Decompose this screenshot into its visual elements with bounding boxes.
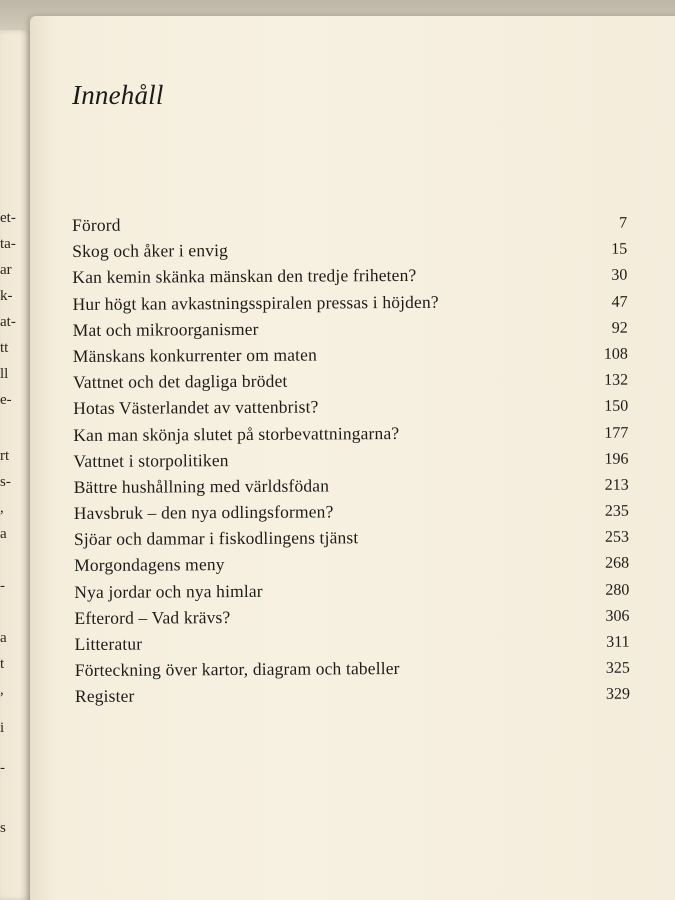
toc-entry-title: Morgondagens meny	[74, 554, 225, 576]
left-page-fragment: ll	[0, 366, 9, 382]
toc-entry	[73, 313, 628, 343]
book-page	[30, 16, 675, 900]
toc-entry-page: 325	[605, 659, 630, 677]
toc-entry-title: Vattnet och det dagliga brödet	[72, 370, 288, 393]
toc-entry-title: Nya jordar och nya himlar	[74, 580, 263, 602]
left-page-fragment: -	[0, 760, 5, 776]
left-page-fragment: i	[0, 720, 5, 736]
left-page-fragment: ,	[0, 682, 4, 698]
left-page-fragment: rt	[0, 448, 10, 464]
toc-entry-page: 280	[605, 581, 630, 599]
left-page-fragment: at-	[0, 314, 16, 330]
toc-entry-page: 253	[604, 528, 630, 547]
toc-entry-page: 92	[611, 319, 628, 337]
toc-entry-page: 15	[611, 240, 628, 258]
toc-entry	[73, 366, 628, 396]
left-page-fragment: t	[0, 656, 5, 672]
toc-entry-title: Mänskans konkurrenter om maten	[72, 344, 318, 366]
toc-entry-title: Bättre hushållning med världsfödan	[73, 475, 330, 497]
left-page-fragment: ar	[0, 262, 12, 278]
toc-entry	[74, 601, 629, 631]
toc-entry-page: 268	[605, 555, 630, 573]
toc-entry	[74, 549, 629, 579]
toc-entry	[72, 287, 627, 317]
left-page-fragment: tt	[0, 340, 9, 356]
toc-entry-title: Hur högt kan avkastningsspiralen pressas i höjden?	[72, 291, 439, 314]
toc-entry	[72, 235, 627, 265]
toc-entry	[72, 209, 627, 239]
left-page-fragment: k-	[0, 288, 13, 304]
toc-entry-page: 30	[611, 266, 628, 285]
toc-entry-title: Litteratur	[74, 633, 143, 654]
left-page-fragment: -	[0, 578, 5, 594]
toc-entry-page: 235	[604, 502, 629, 520]
left-page-fragment: ta-	[0, 236, 16, 252]
left-page-fragment: e-	[0, 392, 12, 408]
toc-entry-title: Kan man skönja slutet på storbevattningarna?	[73, 422, 400, 445]
toc-entry	[75, 680, 630, 710]
toc-entry-title: Hotas Västerlandet av vattenbrist?	[73, 396, 319, 419]
toc-entry	[74, 523, 629, 553]
toc-entry	[73, 392, 628, 422]
toc-entry-page: 150	[604, 397, 629, 416]
toc-entry-title: Skog och åker i envig	[72, 240, 229, 262]
page-title: Innehåll	[72, 80, 164, 110]
toc-entry	[74, 470, 629, 500]
toc-entry-title: Efterord – Vad krävs?	[74, 606, 231, 628]
toc-entry-title: Förord	[72, 214, 121, 235]
toc-entry-title: Sjöar och dammar i fiskodlingens tjänst	[73, 527, 359, 550]
toc-entry	[75, 654, 630, 684]
toc-entry-title: Kan kemin skänka mänskan den tredje friheten?	[72, 265, 417, 288]
toc-entry	[73, 418, 628, 448]
toc-entry-page: 108	[603, 345, 628, 363]
table-of-contents	[72, 209, 630, 710]
toc-entry-page: 7	[619, 214, 628, 232]
toc-entry-title: Mat och mikroorganismer	[72, 318, 259, 340]
toc-entry	[75, 628, 630, 658]
toc-entry-page: 177	[604, 424, 629, 442]
toc-entry-page: 329	[605, 685, 631, 704]
left-page-edge	[0, 30, 32, 900]
toc-entry-page: 311	[606, 633, 630, 651]
toc-entry	[72, 261, 627, 291]
toc-entry	[74, 575, 629, 605]
left-page-fragment: et-	[0, 210, 16, 226]
toc-entry-title: Vattnet i storpolitiken	[73, 449, 229, 471]
toc-entry-page: 47	[611, 293, 628, 311]
left-page-fragment: s	[0, 820, 6, 836]
toc-entry	[73, 444, 628, 474]
toc-entry	[74, 497, 629, 527]
toc-entry-title: Register	[74, 686, 135, 707]
toc-entry-page: 306	[605, 607, 630, 625]
toc-entry-page: 196	[604, 450, 629, 468]
left-page-fragment: a	[0, 630, 7, 646]
toc-entry-title: Förteckning över kartor, diagram och tabeller	[74, 658, 400, 681]
toc-entry-title: Havsbruk – den nya odlingsformen?	[73, 501, 334, 524]
left-page-fragment: ,	[0, 500, 4, 516]
toc-entry	[73, 340, 628, 370]
toc-entry-page: 213	[604, 476, 629, 494]
left-page-fragment: a	[0, 526, 7, 542]
toc-entry-page: 132	[603, 371, 629, 389]
left-page-fragment: s-	[0, 474, 11, 490]
